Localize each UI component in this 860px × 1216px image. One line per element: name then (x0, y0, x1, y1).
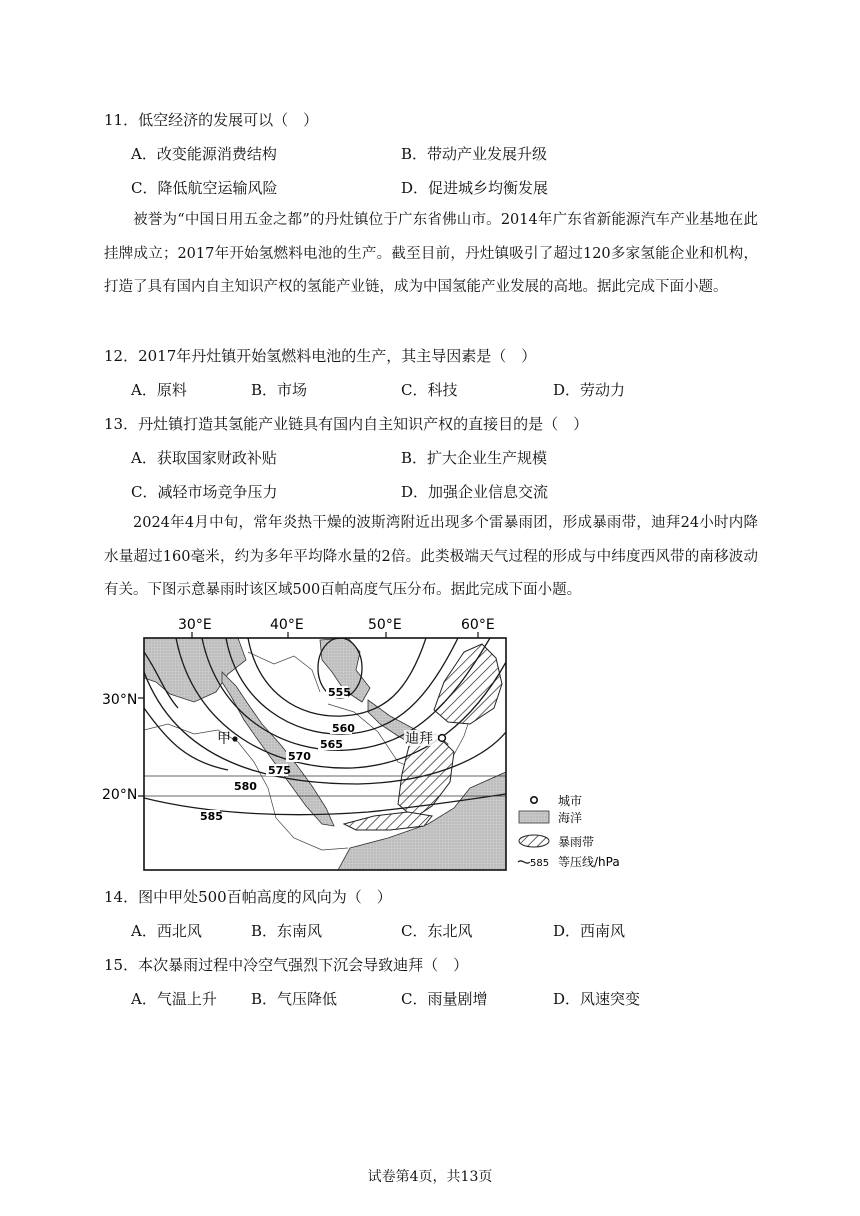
point-jia-label: 甲 (217, 731, 231, 747)
legend-rainband-icon (519, 835, 549, 847)
legend-ocean-icon (519, 811, 549, 823)
q13-option-d[interactable]: D．加强企业信息交流 (401, 483, 549, 501)
lon-label-30e: 30°E (178, 617, 212, 633)
q11-option-a[interactable]: A．改变能源消费结构 (131, 145, 277, 163)
q14-option-d[interactable]: D．西南风 (553, 922, 626, 940)
map-legend (518, 794, 620, 869)
lon-label-50e: 50°E (368, 617, 402, 633)
legend-isobar-sample: 585 (530, 858, 550, 869)
q12-option-b[interactable]: B．市场 (251, 381, 308, 399)
legend-rainband-label: 暴雨带 (558, 835, 595, 849)
point-jia-dot (232, 736, 237, 741)
passage-dubai-text: 2024年4月中旬，常年炎热干燥的波斯湾附近出现多个雷暴雨团，形成暴雨带，迪拜24小时内降水量超过160毫米，约为多年平均降水量的2倍。此类极端天气过程的形成与中纬度西风带的南移波动有关。下图示意暴雨时该区域500百帕高度气压分布。据此完成下面小题。 (104, 515, 758, 599)
legend-isobar-icon (518, 861, 530, 863)
isobar-label-555: 555 (328, 686, 351, 699)
question-12-stem: 12．2017年丹灶镇开始氢燃料电池的生产，其主导因素是（ ） (104, 347, 537, 365)
dubai-city-marker (439, 735, 446, 742)
page-footer: 试卷第4页，共13页 (367, 1169, 493, 1185)
q11-option-d[interactable]: D．促进城乡均衡发展 (401, 179, 549, 197)
q11-option-b[interactable]: B．带动产业发展升级 (401, 145, 548, 163)
isobar-label-585: 585 (200, 810, 223, 823)
q14-option-b[interactable]: B．东南风 (251, 922, 323, 940)
q15-option-a[interactable]: A．气温上升 (131, 990, 217, 1008)
isobar-label-565: 565 (320, 738, 343, 751)
isobar-label-570: 570 (288, 750, 311, 763)
lon-label-60e: 60°E (461, 617, 495, 633)
legend-city-label: 城市 (558, 794, 583, 808)
q15-option-c[interactable]: C．雨量剧增 (401, 990, 488, 1008)
q11-option-c[interactable]: C．降低航空运输风险 (131, 179, 278, 197)
q15-option-d[interactable]: D．风速突变 (553, 990, 641, 1008)
q12-option-c[interactable]: C．科技 (401, 381, 458, 399)
passage-danzao (104, 204, 758, 305)
q12-option-d[interactable]: D．劳动力 (553, 381, 626, 399)
question-13-stem: 13．丹灶镇打造其氢能产业链具有国内自主知识产权的直接目的是（ ） (104, 415, 589, 433)
legend-city-icon (531, 797, 537, 803)
passage-dubai (104, 507, 758, 608)
question-11-stem: 11．低空经济的发展可以（ ） (104, 111, 319, 129)
legend-ocean-label: 海洋 (558, 811, 583, 825)
q13-option-b[interactable]: B．扩大企业生产规模 (401, 449, 548, 467)
isobar-label-575: 575 (268, 764, 291, 777)
q12-option-a[interactable]: A．原料 (131, 381, 187, 399)
dubai-label: 迪拜 (405, 731, 433, 747)
q14-option-c[interactable]: C．东北风 (401, 922, 473, 940)
passage-danzao-text: 被誉为“中国日用五金之都”的丹灶镇位于广东省佛山市。2014年广东省新能源汽车产业基地在此挂牌成立；2017年开始氢燃料电池的生产。截至目前，丹灶镇吸引了超过120多家氢能企业和机构，打造了具有国内自主知识产权的氢能产业链，成为中国氢能产业发展的高地。据此完成下面小题。 (104, 212, 758, 296)
q15-option-b[interactable]: B．气压降低 (251, 990, 338, 1008)
isobar-label-560: 560 (332, 722, 355, 735)
q14-option-a[interactable]: A．西北风 (131, 922, 202, 940)
lon-label-40e: 40°E (270, 617, 304, 633)
question-14-stem: 14．图中甲处500百帕高度的风向为（ ） (104, 888, 392, 906)
q13-option-c[interactable]: C．减轻市场竞争压力 (131, 483, 278, 501)
question-15-stem: 15．本次暴雨过程中冷空气强烈下沉会导致迪拜（ ） (104, 956, 469, 974)
lat-label-20n: 20°N (102, 787, 138, 803)
pressure-map-figure (98, 612, 658, 874)
q13-option-a[interactable]: A．获取国家财政补贴 (131, 449, 277, 467)
lat-label-30n: 30°N (102, 692, 138, 708)
isobar-label-580: 580 (234, 780, 257, 793)
legend-isobar-label: 等压线/hPa (558, 855, 620, 869)
